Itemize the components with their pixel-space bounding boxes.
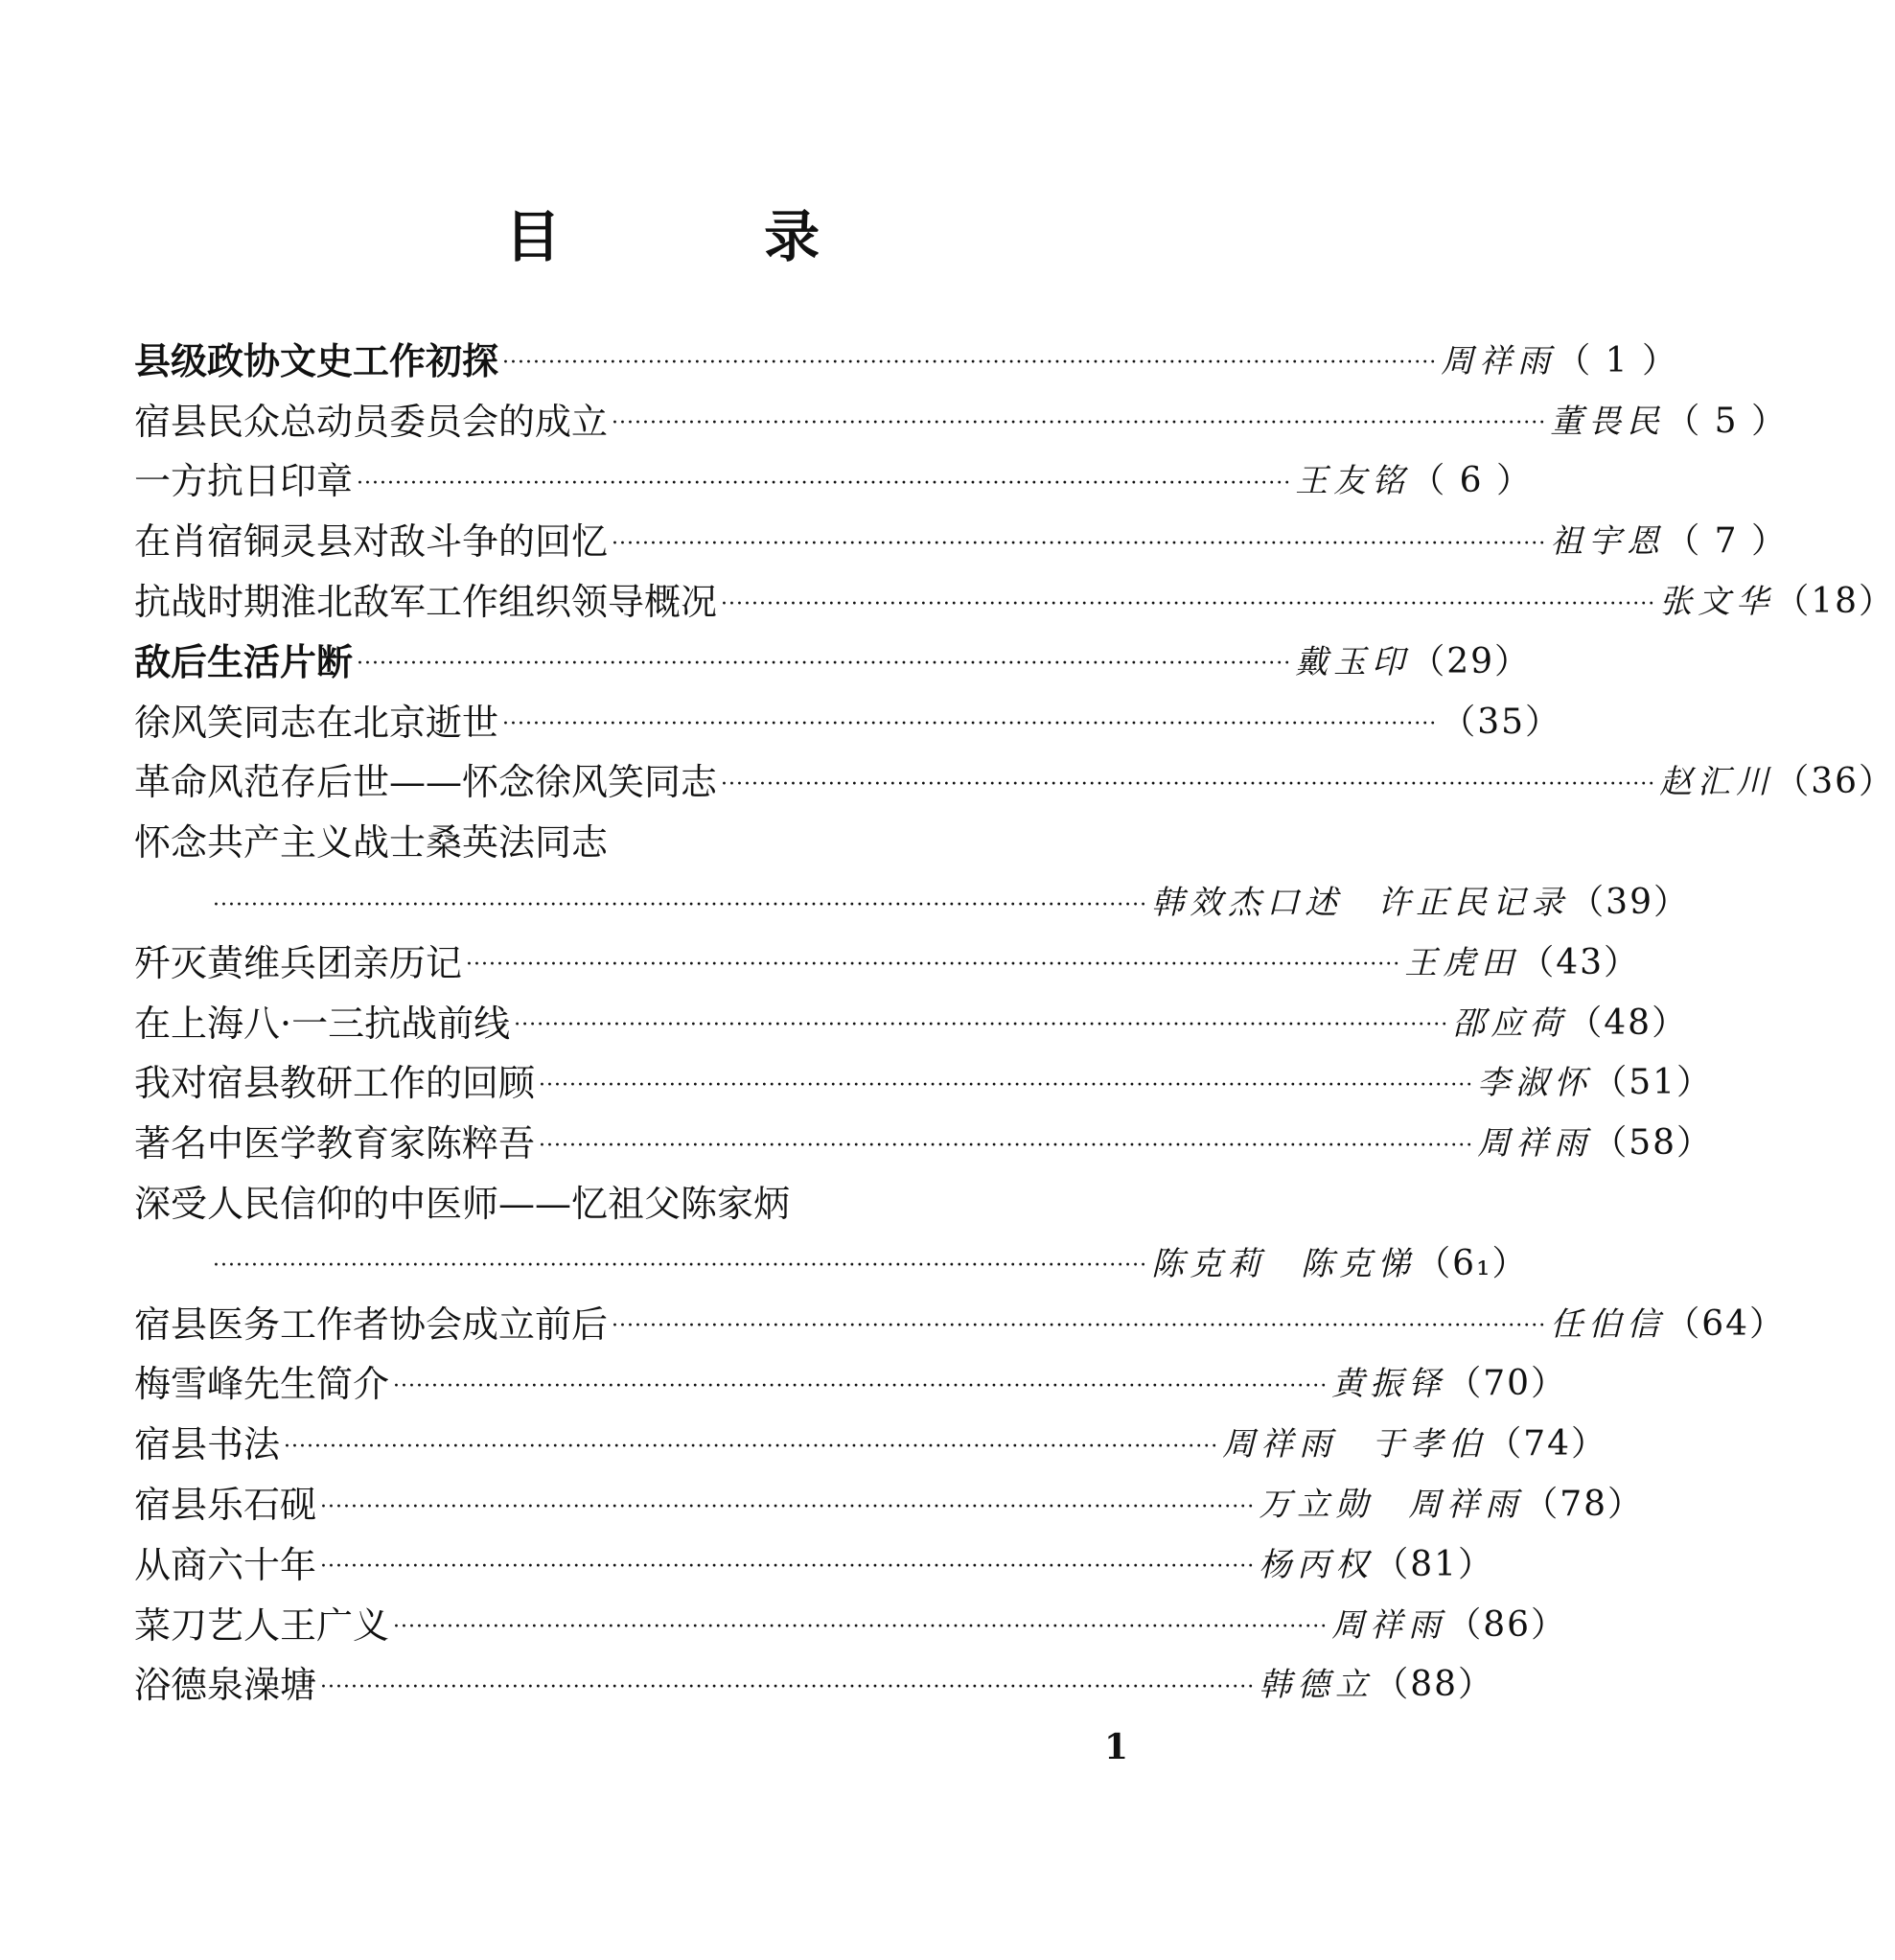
entry-title: 徐风笑同志在北京逝世 <box>134 701 499 744</box>
entry-title: 宿县民众总动员委员会的成立 <box>134 400 609 443</box>
entry-title: 宿县医务工作者协会成立前后 <box>134 1303 609 1346</box>
toc-entry <box>134 990 1689 1050</box>
entry-title: 浴德泉澡塘 <box>134 1664 317 1707</box>
entry-title: 宿县书法 <box>134 1423 281 1466</box>
entry-page-ref: （81） <box>1374 1544 1494 1584</box>
toc-entry <box>134 689 1561 749</box>
dot-leader: ·························································································································· <box>393 1373 1329 1398</box>
entry-author: 戴玉印 <box>1295 642 1411 681</box>
entry-page-ref: （86） <box>1446 1604 1567 1645</box>
entry-page-ref: （ 7 ） <box>1665 521 1788 562</box>
toc-entry <box>134 869 1690 930</box>
entry-author: 陈克悌 <box>1301 1244 1417 1283</box>
toc-entry <box>134 1411 1607 1471</box>
entry-author: 周祥雨 <box>1477 1124 1593 1164</box>
toc-entry <box>134 388 1788 449</box>
toc-entry <box>134 1532 1494 1592</box>
entry-author: 周祥雨 <box>1408 1486 1524 1525</box>
entry-title: 一方抗日印章 <box>134 460 354 503</box>
entry-title: 著名中医学教育家陈粹吾 <box>134 1122 536 1165</box>
toc-entry <box>134 809 1203 869</box>
toc-entry <box>134 508 1788 568</box>
dot-leader: ·························································································································· <box>721 591 1656 616</box>
entry-author: 李淑怀 <box>1477 1064 1593 1103</box>
toc-entry <box>134 568 1895 629</box>
toc-entry <box>134 1351 1567 1412</box>
entry-page-ref: （ 6 ） <box>1410 461 1533 501</box>
dot-leader: ·························································································································· <box>320 1555 1256 1580</box>
dot-leader: ·························································································································· <box>320 1494 1256 1519</box>
dot-leader: ·························································································································· <box>502 351 1438 376</box>
dot-leader: ·························································································································· <box>612 1314 1547 1339</box>
entry-page-ref: （6₁） <box>1416 1243 1529 1283</box>
entry-title: 怀念共产主义战士桑英法同志 <box>134 821 609 865</box>
entry-author: 王友铭 <box>1295 462 1411 501</box>
entry-page-ref: （74） <box>1487 1424 1607 1464</box>
dot-leader: ·························································································································· <box>721 772 1656 796</box>
entry-page-ref: （18） <box>1774 582 1895 622</box>
entry-author: 周祥雨 <box>1222 1425 1338 1464</box>
dot-leader: ·························································································································· <box>612 531 1547 556</box>
entry-page-ref: （70） <box>1446 1364 1567 1404</box>
entry-author: 黄振铎 <box>1331 1365 1447 1404</box>
entry-title: 我对宿县教研工作的回顾 <box>134 1062 536 1105</box>
entry-page-ref: （39） <box>1569 883 1690 923</box>
entry-page-ref: （58） <box>1592 1123 1713 1164</box>
entry-page-ref: （51） <box>1592 1063 1713 1103</box>
entry-page-ref: （78） <box>1523 1485 1644 1525</box>
toc-entry <box>134 1471 1644 1532</box>
toc-entry <box>134 1050 1713 1111</box>
table-of-contents <box>134 328 1895 1712</box>
toc-entry <box>134 1231 1529 1291</box>
entry-title: 在肖宿铜灵县对敌斗争的回忆 <box>134 520 609 564</box>
toc-entry <box>134 1592 1567 1652</box>
toc-entry <box>134 1652 1494 1713</box>
toc-entry <box>134 449 1533 509</box>
dot-leader: ·························································································································· <box>357 652 1292 677</box>
entry-author: 王虎田 <box>1404 943 1520 982</box>
entry-author: 许正民记录 <box>1377 884 1570 923</box>
entry-title: 宿县乐石砚 <box>134 1484 317 1527</box>
entry-title: 在上海八·一三抗战前线 <box>134 1002 511 1045</box>
toc-entry <box>134 1170 1203 1231</box>
entry-page-ref: （ 1 ） <box>1556 340 1678 380</box>
dot-leader: ·························································································································· <box>539 1072 1474 1097</box>
toc-entry <box>134 749 1895 810</box>
toc-entry <box>134 930 1640 990</box>
entry-title: 县级政协文史工作初探 <box>134 338 499 382</box>
entry-title: 从商六十年 <box>134 1543 317 1586</box>
entry-page-ref: （88） <box>1374 1665 1494 1705</box>
entry-author: 赵汇川 <box>1659 763 1775 802</box>
dot-leader: ·························································································································· <box>612 411 1547 436</box>
toc-entry <box>134 1110 1713 1170</box>
entry-title: 菜刀艺人王广义 <box>134 1603 390 1647</box>
dot-leader: ·························································································································· <box>284 1434 1219 1459</box>
entry-author: 周祥雨 <box>1331 1605 1447 1645</box>
dot-leader: ·························································································································· <box>357 471 1292 496</box>
entry-title: 敌后生活片断 <box>134 639 354 683</box>
entry-author: 万立勋 <box>1259 1486 1375 1525</box>
toc-entry <box>134 629 1531 689</box>
entry-author: 董畏民 <box>1550 402 1666 441</box>
entry-author: 杨丙权 <box>1259 1545 1375 1584</box>
entry-page-ref: （64） <box>1665 1303 1786 1344</box>
dot-leader: ·························································································································· <box>213 892 1148 917</box>
toc-entry <box>134 328 1678 388</box>
dot-leader: ·························································································································· <box>539 1133 1474 1158</box>
entry-author: 周祥雨 <box>1441 341 1557 380</box>
entry-author: 韩德立 <box>1259 1666 1375 1705</box>
entry-page-ref: （35） <box>1441 702 1561 742</box>
entry-author: 任伯信 <box>1550 1304 1666 1344</box>
page-number: 1 <box>1104 1727 1129 1767</box>
entry-author: 祖宇恩 <box>1550 522 1666 562</box>
entry-title: 梅雪峰先生简介 <box>134 1363 390 1406</box>
dot-leader: ·························································································································· <box>502 712 1438 737</box>
entry-title: 歼灭黄维兵团亲历记 <box>134 941 463 984</box>
entry-page-ref: （29） <box>1410 641 1531 681</box>
entry-author: 于孝伯 <box>1372 1425 1488 1464</box>
dot-leader: ·························································································································· <box>466 953 1401 978</box>
entry-author: 韩效杰口述 <box>1151 884 1344 923</box>
entry-author: 陈克莉 <box>1151 1244 1267 1283</box>
entry-title: 抗战时期淮北敌军工作组织领导概况 <box>134 581 718 624</box>
dot-leader: ·························································································································· <box>514 1013 1449 1038</box>
entry-author: 张文华 <box>1659 583 1775 622</box>
entry-page-ref: （43） <box>1519 942 1640 982</box>
toc-entry <box>134 1291 1786 1351</box>
page-title: 目 录 <box>504 204 913 269</box>
entry-title: 深受人民信仰的中医师——忆祖父陈家炳 <box>134 1183 791 1226</box>
dot-leader: ·························································································································· <box>213 1254 1148 1279</box>
dot-leader: ·························································································································· <box>393 1615 1329 1640</box>
entry-page-ref: （48） <box>1567 1003 1689 1043</box>
entry-page-ref: （36） <box>1774 762 1895 802</box>
entry-author: 邵应荷 <box>1452 1003 1568 1043</box>
entry-page-ref: （ 5 ） <box>1665 401 1788 441</box>
entry-title: 革命风范存后世——怀念徐风笑同志 <box>134 761 718 804</box>
dot-leader: ·························································································································· <box>320 1674 1256 1699</box>
